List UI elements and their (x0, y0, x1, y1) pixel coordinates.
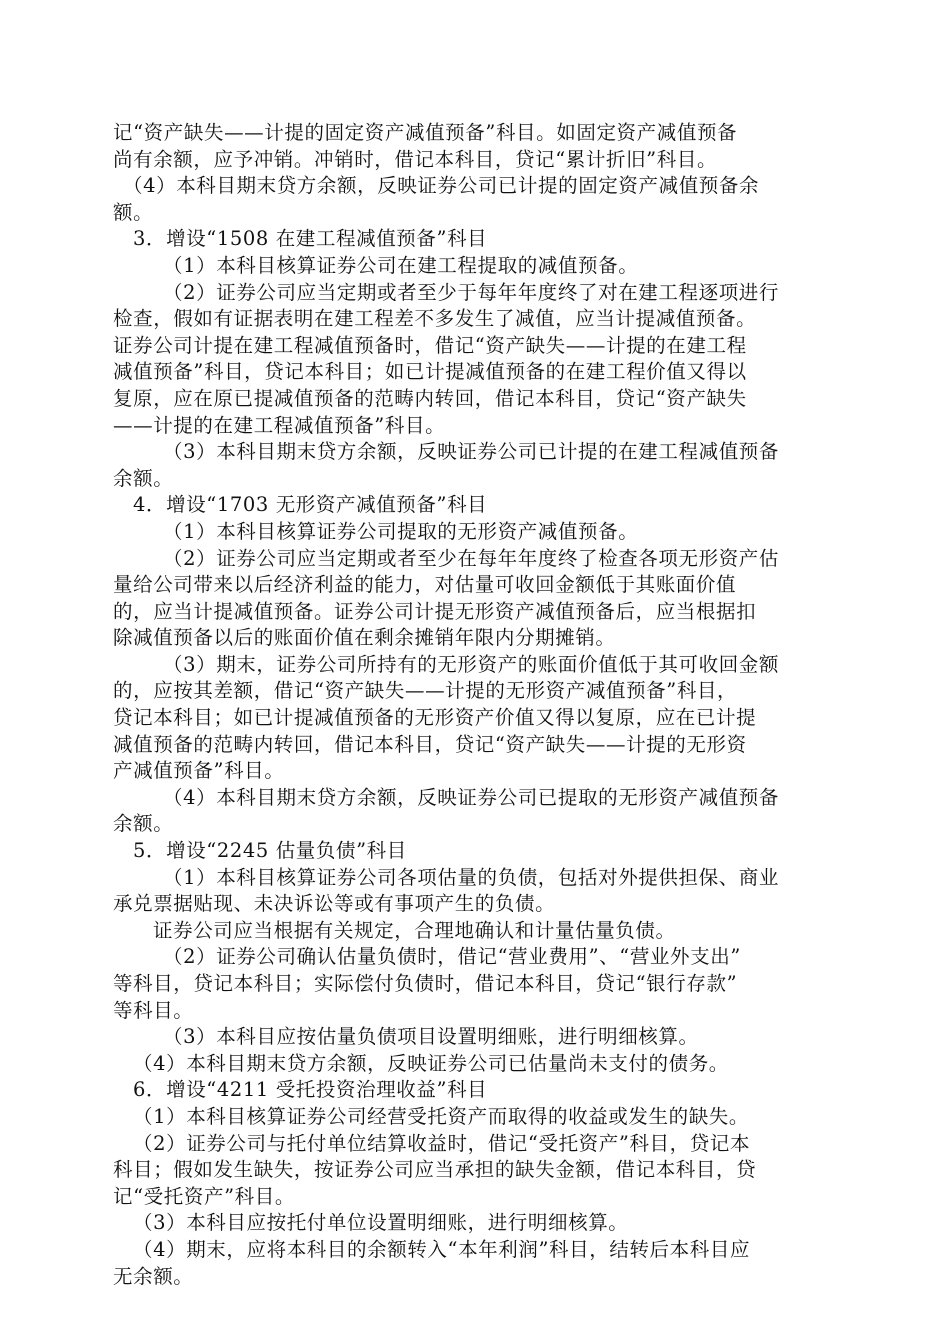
text-line: （3）本科目期末贷方余额，反映证券公司已计提的在建工程减值预备 (163, 440, 780, 464)
text-line: 额。 (113, 200, 154, 224)
text-line: 科目；假如发生缺失，按证券公司应当承担的缺失金额，借记本科目，贷 (113, 1158, 757, 1182)
text-line: （4）本科目期末贷方余额，反映证券公司已提取的无形资产减值预备 (163, 785, 780, 809)
document-body (113, 120, 837, 1290)
text-line: 复原，应在原已提减值预备的范畴内转回，借记本科目，贷记“资产缺失 (113, 386, 747, 410)
text-line: （3）本科目应按托付单位设置明细账，进行明细核算。 (133, 1211, 629, 1235)
text-line: （4）期末，应将本科目的余额转入“本年利润”科目，结转后本科目应 (133, 1237, 751, 1261)
text-line: 等科目。 (113, 998, 194, 1022)
section-heading: 4．增设“1703 无形资产减值预备”科目 (133, 493, 488, 517)
text-line: 贷记本科目；如已计提减值预备的无形资产价值又得以复原，应在已计提 (113, 706, 757, 730)
text-line: 量给公司带来以后经济利益的能力，对估量可收回金额低于其账面价值 (113, 573, 737, 597)
section-heading: 6．增设“4211 受托投资治理收益”科目 (133, 1078, 488, 1102)
text-line: （1）本科目核算证券公司在建工程提取的减值预备。 (163, 253, 639, 277)
text-line: 减值预备”科目，贷记本科目；如已计提减值预备的在建工程价值又得以 (113, 360, 747, 384)
text-line: （3）期末，证券公司所持有的无形资产的账面价值低于其可收回金额 (163, 652, 780, 676)
text-line: 除减值预备以后的账面价值在剩余摊销年限内分期摊销。 (113, 626, 616, 650)
text-line: 检查，假如有证据表明在建工程差不多发生了减值，应当计提减值预备。 (113, 307, 757, 331)
text-line: 证券公司应当根据有关规定，合理地确认和计量估量负债。 (153, 918, 676, 942)
section-heading: 5．增设“2245 估量负债”科目 (133, 839, 407, 863)
text-line: （2）证券公司应当定期或者至少在每年年度终了检查各项无形资产估 (163, 546, 780, 570)
text-line: 尚有余额，应予冲销。冲销时，借记本科目，贷记“累计折旧”科目。 (113, 147, 718, 171)
text-line: （3）本科目应按估量负债项目设置明细账，进行明细核算。 (163, 1025, 699, 1049)
text-line: 的，应当计提减值预备。证券公司计提无形资产减值预备后，应当根据扣 (113, 599, 757, 623)
text-line: ——计提的在建工程减值预备”科目。 (113, 413, 446, 437)
text-line: 承兑票据贴现、未决诉讼等或有事项产生的负债。 (113, 892, 556, 916)
text-line: （4）本科目期末贷方余额，反映证券公司已计提的固定资产减值预备余 (123, 174, 760, 198)
text-line: （2）证券公司确认估量负债时，借记“营业费用”、“营业外支出” (163, 945, 741, 969)
text-line: 证券公司计提在建工程减值预备时，借记“资产缺失——计提的在建工程 (113, 333, 747, 357)
text-line: （2）证券公司应当定期或者至少于每年年度终了对在建工程逐项进行 (163, 280, 780, 304)
text-line: （4）本科目期末贷方余额，反映证券公司已估量尚未支付的债务。 (133, 1051, 729, 1075)
text-line: （1）本科目核算证券公司提取的无形资产减值预备。 (163, 519, 639, 543)
text-line: 等科目，贷记本科目；实际偿付负债时，借记本科目，贷记“银行存款” (113, 972, 738, 995)
text-line: 记“资产缺失——计提的固定资产减值预备”科目。如固定资产减值预备 (113, 121, 738, 144)
text-line: 的，应按其差额，借记“资产缺失——计提的无形资产减值预备”科目， (113, 679, 738, 703)
text-line: （1）本科目核算证券公司经营受托资产而取得的收益或发生的缺失。 (133, 1104, 750, 1128)
text-line: 余额。 (113, 812, 174, 836)
text-line: 减值预备的范畴内转回，借记本科目，贷记“资产缺失——计提的无形资 (113, 732, 747, 756)
text-line: 记“受托资产”科目。 (113, 1184, 295, 1208)
text-line: 无余额。 (113, 1264, 194, 1288)
text-line: 产减值预备”科目。 (113, 759, 285, 783)
section-heading: 3．增设“1508 在建工程减值预备”科目 (133, 227, 488, 251)
text-line: （2）证券公司与托付单位结算收益时，借记“受托资产”科目，贷记本 (133, 1131, 751, 1155)
text-line: 余额。 (113, 466, 174, 490)
text-line: （1）本科目核算证券公司各项估量的负债，包括对外提供担保、商业 (163, 865, 780, 889)
